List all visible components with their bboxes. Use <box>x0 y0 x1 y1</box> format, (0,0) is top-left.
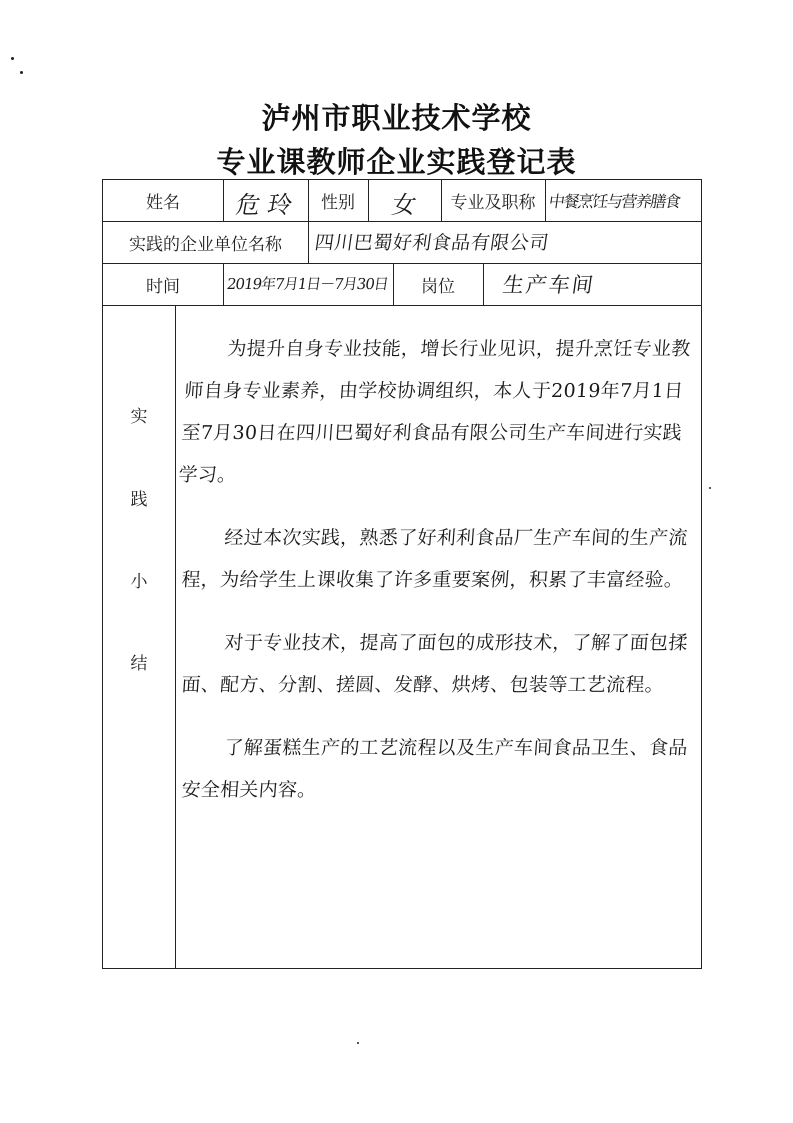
name-value: 危 玲 <box>233 191 295 219</box>
time-value: 2019年7月1日－7月30日 <box>225 275 390 293</box>
col-divider <box>223 263 224 305</box>
post-value: 生产车间 <box>501 273 597 297</box>
practice-summary <box>177 328 695 832</box>
name-label: 姓名 <box>146 193 180 213</box>
company-value: 四川巴蜀好利食品有限公司 <box>313 232 551 254</box>
col-divider <box>545 180 546 221</box>
major-title-label: 专业及职称 <box>450 193 536 213</box>
major-title-value: 中餐烹饪与营养膳食 <box>547 192 681 211</box>
summary-paragraph: 了解蛋糕生产的工艺流程以及生产车间食品卫生、食品安全相关内容。 <box>180 737 689 801</box>
summary-label-char: 小 <box>130 572 148 592</box>
form-title: 专业课教师企业实践登记表 <box>216 145 577 179</box>
time-label: 时间 <box>146 276 180 297</box>
summary-paragraph: 为提升自身专业技能，增长行业见识，提升烹饪专业教师自身专业素养，由学校协调组织，本人于2019年7月1日至7月30日在四川巴蜀好利食品有限公司生产车间进行实践学习。 <box>177 338 692 486</box>
col-divider <box>483 263 484 305</box>
gender-value: 女 <box>389 191 419 219</box>
row-divider <box>103 305 701 306</box>
summary-label-char: 结 <box>130 654 148 674</box>
school-name: 泸州市职业技术学校 <box>261 101 532 135</box>
summary-label-char: 践 <box>130 490 148 510</box>
summary-label-char: 实 <box>130 407 148 427</box>
col-divider <box>175 305 176 968</box>
scan-speck <box>709 487 711 489</box>
scan-speck <box>20 71 23 74</box>
summary-paragraph: 经过本次实践，熟悉了好利利食品厂生产车间的生产流程，为给学生上课收集了许多重要案例，积累了丰富经验。 <box>180 527 689 591</box>
post-label: 岗位 <box>421 276 455 297</box>
registration-form <box>102 179 702 969</box>
summary-paragraph: 对于专业技术，提高了面包的成形技术，了解了面包揉面、配方、分割、搓圆、发酵、烘烤、包装等工艺流程。 <box>180 632 689 696</box>
scan-speck <box>11 57 14 60</box>
scan-speck <box>357 1042 359 1044</box>
company-label: 实践的企业单位名称 <box>129 234 282 255</box>
col-divider <box>308 221 309 263</box>
gender-label: 性别 <box>321 193 355 213</box>
